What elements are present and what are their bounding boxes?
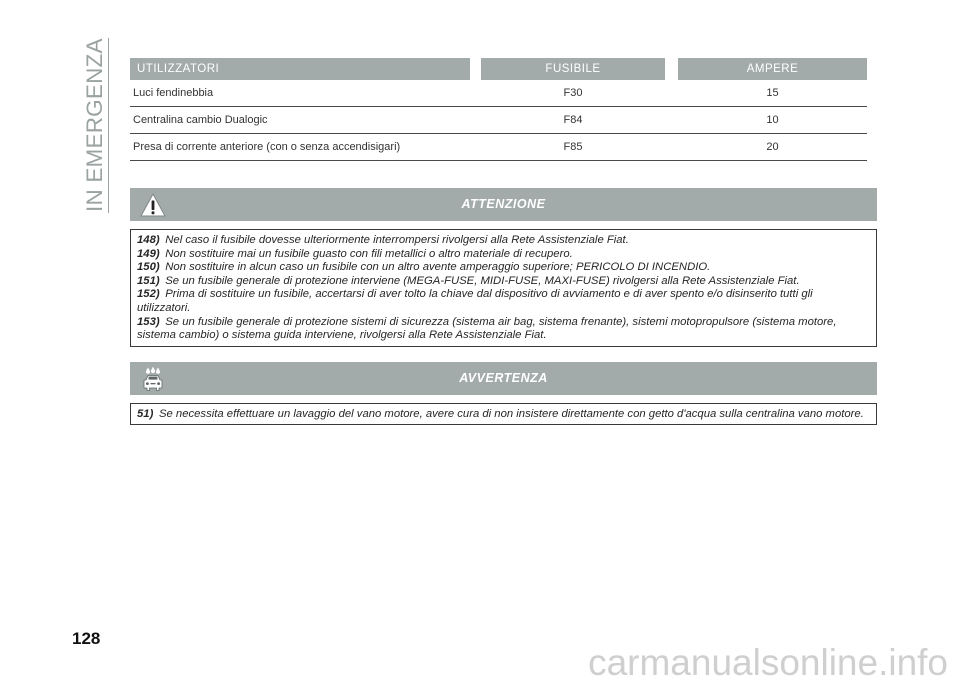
cell-ampere: 15	[766, 87, 779, 99]
section-divider	[108, 38, 109, 213]
avvertenza-title: AVVERTENZA	[459, 370, 548, 385]
table-header	[130, 58, 867, 80]
section-title: IN EMERGENZA	[82, 38, 107, 212]
cell-ampere: 10	[766, 114, 779, 126]
note-number: 153)	[137, 315, 160, 328]
header-consumer: UTILIZZATORI	[130, 58, 470, 80]
note-number: 150)	[137, 261, 160, 274]
cell-fuse: F85	[563, 141, 583, 153]
note-text: Non sostituire in alcun caso un fusibile con un altro avente amperaggio superiore; PERICOLO DI INCENDIO.	[165, 261, 711, 274]
cell-ampere: 20	[766, 141, 779, 153]
attenzione-box	[130, 229, 877, 347]
note-number: 151)	[137, 274, 160, 287]
attenzione-title: ATTENZIONE	[461, 197, 546, 211]
note-number: 51)	[137, 407, 154, 420]
avvertenza-header	[130, 362, 877, 395]
cell-fuse: F30	[563, 87, 583, 99]
note-text: Prima di sostituire un fusibile, accertarsi di aver tolto la chiave dal dispositivo di avviamento e di aver spento e/o disinserito tutti gli utilizzatori.	[137, 288, 813, 314]
note-number: 148)	[137, 234, 160, 246]
note-item	[137, 408, 868, 422]
watermark: carmanualsonline.info	[588, 642, 948, 683]
note-text: Se necessita effettuare un lavaggio del vano motore, avere cura di non insistere direttamente con getto d'acqua sulla centralina vano motore.	[158, 407, 864, 420]
cell-consumer: Presa di corrente anteriore (con o senza accendisigari)	[133, 141, 401, 153]
table-row	[130, 107, 867, 134]
warning-triangle-icon	[140, 192, 166, 218]
table-row	[130, 134, 867, 161]
note-item	[137, 234, 868, 248]
note-item	[137, 248, 868, 262]
note-item	[137, 261, 868, 275]
notes-column	[130, 188, 877, 425]
cell-consumer: Luci fendinebbia	[133, 87, 214, 99]
note-text: Se un fusibile generale di protezione sistemi di sicurezza (sistema air bag, sistema frenante), sistemi motopropulsore (sistema motore, sistema cambio) o sistema guida interviene, rivolgersi alla Rete Assistenziale Fiat.	[137, 315, 837, 342]
section-spacer	[130, 347, 877, 362]
header-ampere: AMPERE	[678, 58, 867, 80]
note-text: Non sostituire mai un fusibile guasto con fili metallici o altro materiale di recupero.	[165, 247, 573, 260]
note-item	[137, 288, 868, 315]
attenzione-header	[130, 188, 877, 221]
page-number: 128	[72, 629, 101, 648]
cell-fuse: F84	[563, 114, 583, 126]
note-text: Se un fusibile generale di protezione interviene (MEGA-FUSE, MIDI-FUSE, MAXI-FUSE) rivolgersi alla Rete Assistenziale Fiat.	[165, 274, 800, 287]
note-item	[137, 275, 868, 289]
car-wash-icon	[140, 366, 166, 392]
note-number: 152)	[137, 288, 160, 301]
note-text: Nel caso il fusibile dovesse ulteriormente interrompersi rivolgersi alla Rete Assistenziale Fiat.	[165, 234, 629, 246]
fuse-table	[130, 58, 867, 161]
note-number: 149)	[137, 247, 160, 260]
header-fuse: FUSIBILE	[481, 58, 665, 80]
table-row	[130, 80, 867, 107]
note-item	[137, 316, 868, 343]
cell-consumer: Centralina cambio Dualogic	[133, 114, 268, 126]
avvertenza-box	[130, 403, 877, 426]
